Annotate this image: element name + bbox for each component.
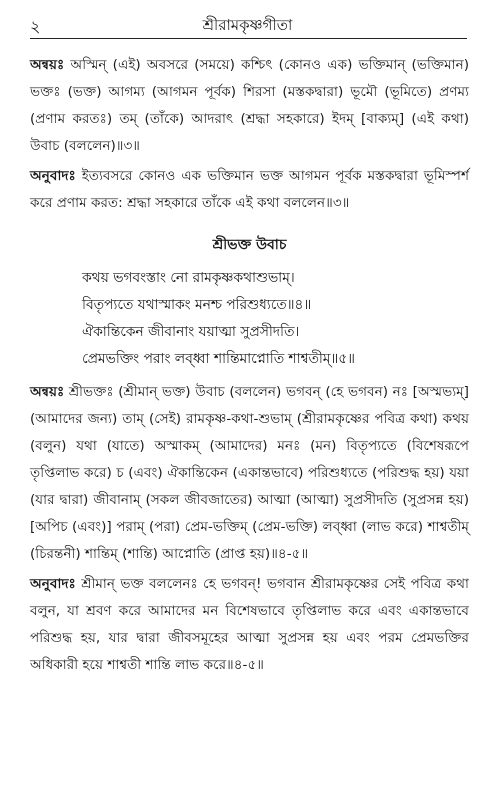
anvaya-paragraph-2	[30, 379, 469, 568]
anvaya-text: অস্মিন্ (এই) অবসরে (সময়ে) কশ্চিৎ (কোনও এক) ভক্তিমান্ (ভক্তিমান) ভক্তঃ (ভক্ত) আগম্য (আগমন পূর্বক) শিরসা (মস্তকদ্বারা) ভূমৌ (ভূমিতে) প্রণম্য (প্রণাম করতঃ) তম্ (তাঁকে) আদরাৎ (শ্রদ্ধা সহকারে) ইদম্ [বাক্যম্] (এই কথা) উবাচ (বললেন)॥৩॥	[30, 57, 469, 154]
anvaya-label: অন্বয়ঃ	[30, 384, 65, 400]
verse-line: প্রেমভক্তিং পরাং লব্ধ্বা শান্তিমাপ্নোতি শাশ্বতীম্॥৫॥	[82, 351, 355, 367]
anvaya-paragraph	[30, 52, 469, 160]
spacer	[30, 220, 469, 228]
verse-line: ঐকান্তিকেন জীবানাং যয়াত্মা সুপ্রসীদতি।	[82, 324, 300, 340]
anubad-text: শ্রীমান্ ভক্ত বললেনঃ হে ভগবন্! ভগবান শ্রীরামকৃষ্ণের সেই পবিত্র কথা বলুন, যা শ্রবণ করে আমাদের মন বিশেষভাবে তৃপ্তিলাভ করে এবং একান্তভাবে পরিশুদ্ধ হয়, যার দ্বারা জীবসমূহের আত্মা সুপ্রসন্ন হয় এবং পরম প্রেমভক্তির অধিকারী হয়ে শাশ্বতী শান্তি লাভ করে॥৪-৫॥	[30, 576, 469, 673]
page-header	[30, 14, 465, 40]
anvaya-label: অন্বয়ঃ	[30, 57, 65, 73]
section-heading: শ্রীভক্ত উবাচ	[212, 237, 287, 253]
anubad-paragraph-2	[30, 571, 469, 679]
anubad-text: ইত্যবসরে কোনও এক ভক্তিমান ভক্ত আগমন পূর্বক মস্তকদ্বারা ভূমিস্পর্শ করে প্রণাম করত: শ্রদ্ধা সহকারে তাঁকে এই কথা বললেন॥৩॥	[30, 168, 469, 211]
header-rule	[30, 38, 467, 39]
anubad-label: অনুবাদঃ	[30, 168, 76, 184]
verse-line: বিতৃপ্যতে যথাস্মাকং মনশ্চ পরিশুধ্যতে॥৪॥	[82, 297, 312, 313]
page-content	[30, 52, 469, 682]
anubad-label: অনুবাদঃ	[30, 576, 76, 592]
running-title: শ্রীরামকৃষ্ণগীতা	[202, 16, 293, 34]
page-number: ২	[30, 17, 41, 36]
verse-line: কথয় ভগবংস্তাং নো রামকৃষ্ণকথাশুভাম্।	[82, 270, 295, 286]
anvaya-text: শ্রীভক্তঃ (শ্রীমান্ ভক্ত) উবাচ (বললেন) ভগবন্ (হে ভগবন) নঃ [অস্মভ্যম্] (আমাদের জন্য) তাম্ (সেই) রামকৃষ্ণ-কথা-শুভাম্ (শ্রীরামকৃষ্ণের পবিত্র কথা) কথয় (বলুন) যথা (যাতে) অস্মাকম্ (আমাদের) মনঃ (মন) বিতৃপ্যতে (বিশেষরূপে তৃপ্তিলাভ করে) চ (এবং) ঐকান্তিকেন (একান্তভাবে) পরিশুধ্যতে (পরিশুদ্ধ হয়) যয়া (যার দ্বারা) জীবানাম্ (সকল জীবজাতের) আত্মা (আত্মা) সুপ্রসীদতি (সুপ্রসন্ন হয়) [অপিচ (এবং)] পরাম্ (পরা) প্রেম-ভক্তিম্ (প্রেম-ভক্তি) লব্ধ্বা (লাভ করে) শাশ্বতীম্ (চিরন্তনী) শান্তিম্ (শান্তি) আপ্নোতি (প্রাপ্ত হয়)॥৪-৫॥	[30, 384, 469, 562]
verse-block	[82, 265, 469, 373]
anubad-paragraph	[30, 163, 469, 217]
